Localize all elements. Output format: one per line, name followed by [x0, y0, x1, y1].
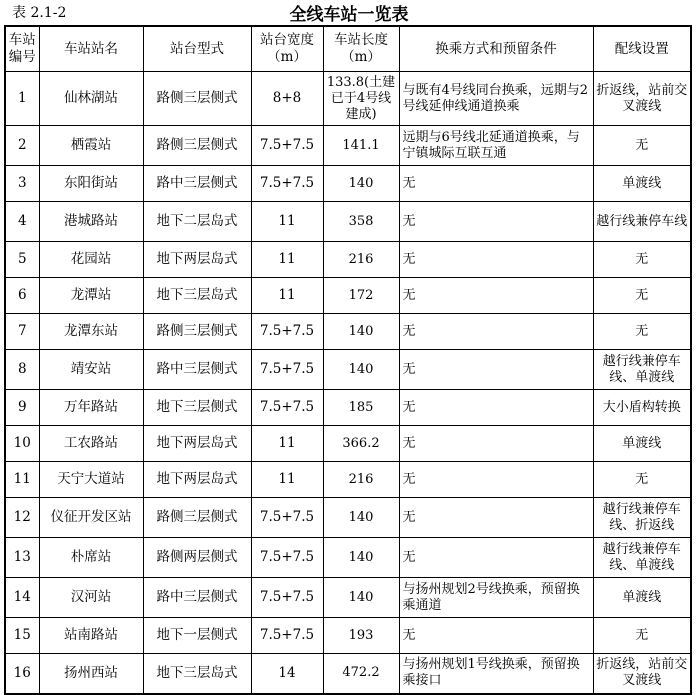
transfer-conditions-cell: 无: [399, 314, 593, 350]
station-no-cell: 1: [5, 72, 39, 126]
table-row: [5, 618, 691, 654]
platform-width-cell: 7.5+7.5: [251, 498, 323, 538]
station-length-cell: 140: [323, 350, 399, 390]
transfer-conditions-cell: 与扬州规划1号线换乘，预留换乘接口: [399, 654, 593, 694]
track-layout-cell: 越行线兼停车线: [593, 202, 691, 242]
table-row: [5, 126, 691, 166]
platform-type-cell: 地下三层岛式: [143, 278, 251, 314]
platform-width-cell: 7.5+7.5: [251, 350, 323, 390]
track-layout-cell: 越行线兼停车线、折返线: [593, 498, 691, 538]
platform-width-cell: 11: [251, 278, 323, 314]
header-cell: 车站长度（m）: [323, 26, 399, 72]
platform-type-cell: 路侧三层侧式: [143, 126, 251, 166]
platform-width-cell: 14: [251, 654, 323, 694]
station-length-cell: 140: [323, 166, 399, 202]
transfer-conditions-cell: 无: [399, 538, 593, 578]
platform-type-cell: 路侧两层侧式: [143, 538, 251, 578]
track-layout-cell: 越行线兼停车线、单渡线: [593, 350, 691, 390]
station-name-cell: 龙潭站: [39, 278, 143, 314]
station-no-cell: 2: [5, 126, 39, 166]
transfer-conditions-cell: 远期与6号线北延通道换乘，与宁镇城际互联互通: [399, 126, 593, 166]
station-no-cell: 14: [5, 578, 39, 618]
platform-type-cell: 路侧三层侧式: [143, 72, 251, 126]
station-length-cell: 140: [323, 498, 399, 538]
station-name-cell: 天宁大道站: [39, 462, 143, 498]
table-row: [5, 314, 691, 350]
platform-type-cell: 地下两层岛式: [143, 426, 251, 462]
station-name-cell: 工农路站: [39, 426, 143, 462]
header-cell: 换乘方式和预留条件: [399, 26, 593, 72]
platform-width-cell: 7.5+7.5: [251, 538, 323, 578]
transfer-conditions-cell: 与既有4号线同台换乘，远期与2号线延伸线通道换乘: [399, 72, 593, 126]
header-row: [5, 26, 691, 72]
station-name-cell: 仙林湖站: [39, 72, 143, 126]
platform-width-cell: 7.5+7.5: [251, 314, 323, 350]
station-name-cell: 龙潭东站: [39, 314, 143, 350]
platform-type-cell: 地下一层侧式: [143, 618, 251, 654]
station-name-cell: 靖安站: [39, 350, 143, 390]
station-name-cell: 万年路站: [39, 390, 143, 426]
table-row: [5, 242, 691, 278]
platform-type-cell: 地下两层岛式: [143, 242, 251, 278]
station-table: [4, 25, 692, 695]
platform-type-cell: 地下三层侧式: [143, 390, 251, 426]
platform-type-cell: 地下二层岛式: [143, 202, 251, 242]
station-length-cell: 185: [323, 390, 399, 426]
table-row: [5, 426, 691, 462]
table-row: [5, 538, 691, 578]
platform-width-cell: 11: [251, 426, 323, 462]
platform-type-cell: 地下两层岛式: [143, 462, 251, 498]
station-no-cell: 3: [5, 166, 39, 202]
station-length-cell: 133.8(土建已于4号线建成): [323, 72, 399, 126]
station-name-cell: 汉河站: [39, 578, 143, 618]
station-no-cell: 8: [5, 350, 39, 390]
track-layout-cell: 无: [593, 618, 691, 654]
station-no-cell: 10: [5, 426, 39, 462]
table-row: [5, 578, 691, 618]
station-length-cell: 366.2: [323, 426, 399, 462]
station-no-cell: 6: [5, 278, 39, 314]
table-row: [5, 72, 691, 126]
station-name-cell: 仪征开发区站: [39, 498, 143, 538]
table-caption: [0, 0, 698, 26]
transfer-conditions-cell: 无: [399, 498, 593, 538]
track-layout-cell: 折返线，站前交叉渡线: [593, 654, 691, 694]
station-no-cell: 15: [5, 618, 39, 654]
transfer-conditions-cell: 无: [399, 390, 593, 426]
station-name-cell: 站南路站: [39, 618, 143, 654]
station-no-cell: 16: [5, 654, 39, 694]
table-number: 表 2.1-2: [12, 5, 67, 21]
track-layout-cell: 越行线兼停车线、单渡线: [593, 538, 691, 578]
track-layout-cell: 单渡线: [593, 578, 691, 618]
platform-width-cell: 11: [251, 462, 323, 498]
station-length-cell: 140: [323, 538, 399, 578]
station-length-cell: 172: [323, 278, 399, 314]
station-name-cell: 扬州西站: [39, 654, 143, 694]
station-name-cell: 东阳街站: [39, 166, 143, 202]
station-name-cell: 花园站: [39, 242, 143, 278]
platform-type-cell: 路中三层侧式: [143, 350, 251, 390]
platform-width-cell: 7.5+7.5: [251, 578, 323, 618]
transfer-conditions-cell: 无: [399, 462, 593, 498]
platform-type-cell: 地下三层岛式: [143, 654, 251, 694]
table-row: [5, 498, 691, 538]
platform-width-cell: 8+8: [251, 72, 323, 126]
track-layout-cell: 无: [593, 278, 691, 314]
platform-type-cell: 路中三层侧式: [143, 578, 251, 618]
table-row: [5, 390, 691, 426]
track-layout-cell: 单渡线: [593, 166, 691, 202]
platform-width-cell: 7.5+7.5: [251, 126, 323, 166]
station-length-cell: 216: [323, 242, 399, 278]
station-no-cell: 12: [5, 498, 39, 538]
transfer-conditions-cell: 与扬州规划2号线换乘，预留换乘通道: [399, 578, 593, 618]
station-name-cell: 朴席站: [39, 538, 143, 578]
platform-width-cell: 7.5+7.5: [251, 618, 323, 654]
track-layout-cell: 无: [593, 126, 691, 166]
table-row: [5, 166, 691, 202]
station-no-cell: 7: [5, 314, 39, 350]
track-layout-cell: 无: [593, 242, 691, 278]
station-length-cell: 193: [323, 618, 399, 654]
header-cell: 站台宽度（m）: [251, 26, 323, 72]
station-name-cell: 栖霞站: [39, 126, 143, 166]
station-no-cell: 11: [5, 462, 39, 498]
platform-type-cell: 路侧三层侧式: [143, 314, 251, 350]
station-no-cell: 13: [5, 538, 39, 578]
track-layout-cell: 无: [593, 314, 691, 350]
transfer-conditions-cell: 无: [399, 350, 593, 390]
track-layout-cell: 大小盾构转换: [593, 390, 691, 426]
platform-type-cell: 路中三层侧式: [143, 166, 251, 202]
transfer-conditions-cell: 无: [399, 242, 593, 278]
transfer-conditions-cell: 无: [399, 278, 593, 314]
table-row: [5, 654, 691, 694]
table-row: [5, 278, 691, 314]
station-length-cell: 358: [323, 202, 399, 242]
platform-type-cell: 路侧三层侧式: [143, 498, 251, 538]
transfer-conditions-cell: 无: [399, 618, 593, 654]
station-no-cell: 4: [5, 202, 39, 242]
platform-width-cell: 11: [251, 242, 323, 278]
station-length-cell: 140: [323, 578, 399, 618]
table-row: [5, 462, 691, 498]
station-length-cell: 216: [323, 462, 399, 498]
station-length-cell: 141.1: [323, 126, 399, 166]
header-cell: 车站编号: [5, 26, 39, 72]
station-no-cell: 5: [5, 242, 39, 278]
platform-width-cell: 7.5+7.5: [251, 390, 323, 426]
header-cell: 站台型式: [143, 26, 251, 72]
platform-width-cell: 7.5+7.5: [251, 166, 323, 202]
transfer-conditions-cell: 无: [399, 202, 593, 242]
header-cell: 配线设置: [593, 26, 691, 72]
table-title: 全线车站一览表: [289, 5, 409, 25]
platform-width-cell: 11: [251, 202, 323, 242]
track-layout-cell: 无: [593, 462, 691, 498]
transfer-conditions-cell: 无: [399, 426, 593, 462]
table-row: [5, 202, 691, 242]
track-layout-cell: 折返线，站前交叉渡线: [593, 72, 691, 126]
station-no-cell: 9: [5, 390, 39, 426]
track-layout-cell: 单渡线: [593, 426, 691, 462]
station-length-cell: 140: [323, 314, 399, 350]
table-row: [5, 350, 691, 390]
transfer-conditions-cell: 无: [399, 166, 593, 202]
station-length-cell: 472.2: [323, 654, 399, 694]
station-name-cell: 港城路站: [39, 202, 143, 242]
header-cell: 车站站名: [39, 26, 143, 72]
